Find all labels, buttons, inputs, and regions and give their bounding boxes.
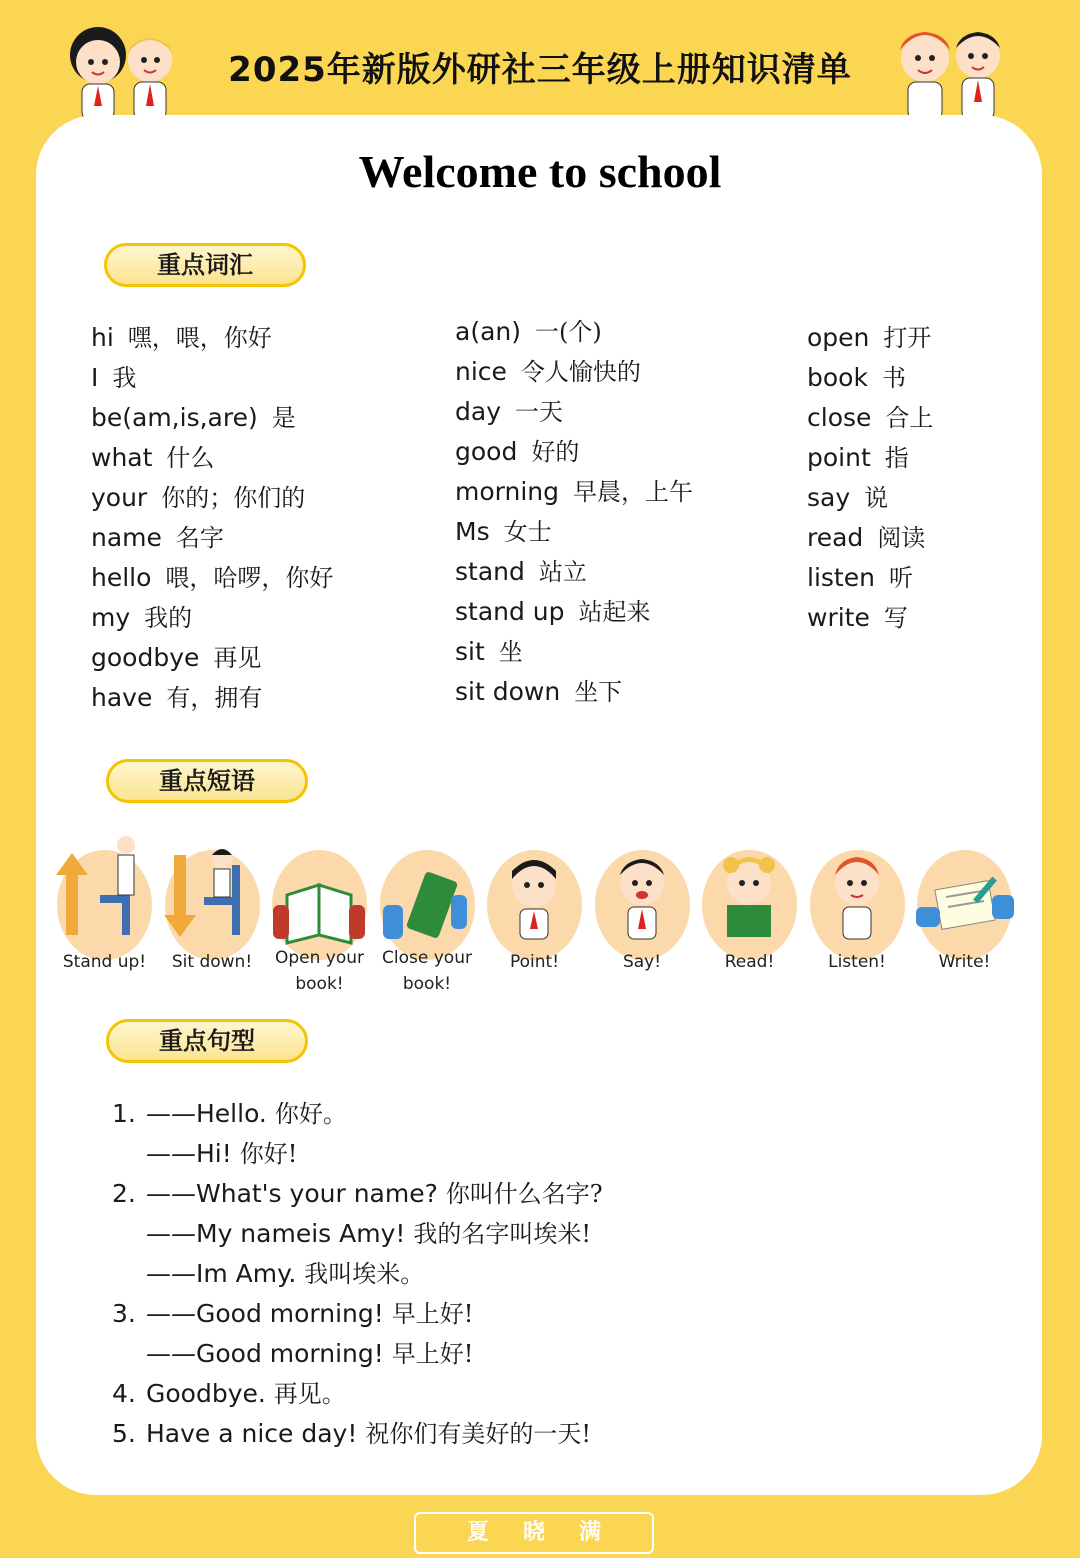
sentence-chinese: 你好。 bbox=[274, 1100, 347, 1128]
vocab-chinese: 是 bbox=[271, 404, 296, 432]
vocab-item bbox=[455, 632, 693, 672]
phrase-card bbox=[590, 835, 695, 1000]
vocab-item bbox=[807, 358, 933, 398]
vocab-english: listen bbox=[807, 563, 875, 592]
vocab-chinese: 喂，哈啰，你好 bbox=[165, 564, 334, 592]
vocab-item bbox=[91, 518, 333, 558]
vocab-item bbox=[807, 398, 933, 438]
phrase-card bbox=[52, 835, 157, 1000]
phrase-label-line1: Close your bbox=[382, 948, 472, 968]
phrase-label-line1: Stand up! bbox=[62, 952, 147, 972]
vocab-english: be(am,is,are) bbox=[91, 403, 258, 432]
vocab-english: close bbox=[807, 403, 872, 432]
vocab-item bbox=[807, 518, 933, 558]
vocab-item bbox=[455, 392, 693, 432]
vocab-chinese: 有，拥有 bbox=[166, 684, 263, 712]
vocab-item bbox=[807, 598, 933, 638]
vocab-item bbox=[91, 678, 333, 718]
sentence-line bbox=[112, 1414, 603, 1454]
phrase-label-line1: Point! bbox=[509, 952, 560, 972]
sentence-number: 3. bbox=[112, 1299, 136, 1328]
vocab-english: open bbox=[807, 323, 870, 352]
vocab-english: hello bbox=[91, 563, 152, 592]
vocab-item bbox=[807, 318, 933, 358]
sentence-number: 4. bbox=[112, 1379, 136, 1408]
phrase-label bbox=[259, 945, 380, 997]
vocab-english: book bbox=[807, 363, 868, 392]
vocab-item bbox=[455, 672, 693, 712]
sentence-number: 2. bbox=[112, 1179, 136, 1208]
vocab-chinese: 听 bbox=[888, 564, 913, 592]
write-icon bbox=[912, 835, 1017, 950]
sit-down-icon bbox=[160, 835, 265, 950]
vocab-chinese: 坐下 bbox=[574, 678, 623, 706]
sentence-chinese: 我叫埃米。 bbox=[304, 1260, 425, 1288]
vocab-column-2 bbox=[455, 312, 693, 712]
vocab-chinese: 好的 bbox=[531, 438, 580, 466]
phrase-label bbox=[367, 945, 488, 997]
vocab-item bbox=[91, 558, 333, 598]
vocab-chinese: 令人愉快的 bbox=[520, 358, 641, 386]
vocab-english: my bbox=[91, 603, 131, 632]
stand-up-icon bbox=[52, 835, 157, 950]
vocab-item bbox=[455, 352, 693, 392]
sentence-chinese: 我的名字叫埃米! bbox=[413, 1220, 592, 1248]
phrase-label-line1: Listen! bbox=[828, 952, 886, 972]
sentence-english: ——Good morning! bbox=[146, 1339, 384, 1368]
vocab-english: Ms bbox=[455, 517, 490, 546]
listen-icon bbox=[805, 835, 910, 950]
sentence-line bbox=[112, 1334, 603, 1374]
sentence-chinese: 早上好! bbox=[391, 1300, 474, 1328]
phrase-label-line1: Open your bbox=[274, 948, 365, 968]
sentence-english: Goodbye. bbox=[146, 1379, 266, 1408]
phrase-card bbox=[697, 835, 802, 1000]
sentence-line bbox=[112, 1294, 603, 1334]
section-label-sentences: 重点句型 bbox=[106, 1019, 308, 1063]
vocab-item bbox=[91, 318, 333, 358]
phrase-label bbox=[474, 949, 595, 975]
phrase-label-line1: Say! bbox=[622, 952, 662, 972]
page-title: Welcome to school bbox=[358, 146, 722, 197]
vocab-english: a(an) bbox=[455, 317, 521, 346]
vocab-item bbox=[807, 438, 933, 478]
vocab-chinese: 我的 bbox=[144, 604, 193, 632]
vocab-english: what bbox=[91, 443, 153, 472]
vocab-english: name bbox=[91, 523, 162, 552]
sentence-chinese: 祝你们有美好的一天! bbox=[365, 1420, 591, 1448]
sentence-line bbox=[112, 1374, 603, 1414]
phrase-label bbox=[152, 949, 273, 975]
vocab-column-1 bbox=[91, 318, 333, 718]
sentence-line bbox=[112, 1254, 603, 1294]
vocab-chinese: 合上 bbox=[885, 404, 934, 432]
sentence-chinese: 早上好! bbox=[391, 1340, 474, 1368]
vocab-english: stand up bbox=[455, 597, 565, 626]
phrase-card bbox=[912, 835, 1017, 1000]
vocab-english: your bbox=[91, 483, 148, 512]
vocab-english: sit bbox=[455, 637, 485, 666]
vocab-chinese: 名字 bbox=[175, 524, 224, 552]
vocab-item bbox=[91, 598, 333, 638]
sentence-english: ——Good morning! bbox=[146, 1299, 384, 1328]
vocab-chinese: 阅读 bbox=[877, 524, 926, 552]
phrase-label bbox=[689, 949, 810, 975]
sentence-chinese: 再见。 bbox=[273, 1380, 346, 1408]
sentence-english: ——My nameis Amy! bbox=[146, 1219, 406, 1248]
read-icon bbox=[697, 835, 802, 950]
sentence-line bbox=[112, 1174, 603, 1214]
vocab-english: write bbox=[807, 603, 870, 632]
vocab-item bbox=[91, 438, 333, 478]
phrase-illustrations bbox=[52, 835, 1022, 1000]
vocab-chinese: 什么 bbox=[166, 444, 215, 472]
vocab-english: have bbox=[91, 683, 153, 712]
vocab-chinese: 你的；你们的 bbox=[161, 484, 306, 512]
sentence-line bbox=[112, 1214, 603, 1254]
sentence-list bbox=[112, 1094, 603, 1454]
vocab-english: nice bbox=[455, 357, 507, 386]
vocab-english: day bbox=[455, 397, 501, 426]
vocab-item bbox=[455, 512, 693, 552]
sentence-english: ——What's your name? bbox=[146, 1179, 438, 1208]
phrase-card bbox=[482, 835, 587, 1000]
vocab-item bbox=[455, 312, 693, 352]
vocab-chinese: 书 bbox=[881, 364, 906, 392]
say-icon bbox=[590, 835, 695, 950]
vocab-english: point bbox=[807, 443, 871, 472]
vocab-item bbox=[91, 398, 333, 438]
phrase-card bbox=[375, 835, 480, 1000]
vocab-english: hi bbox=[91, 323, 114, 352]
sentence-english: ——Hello. bbox=[146, 1099, 267, 1128]
point-icon bbox=[482, 835, 587, 950]
open-book-icon bbox=[267, 835, 372, 950]
vocab-chinese: 嘿，喂，你好 bbox=[127, 324, 272, 352]
phrase-label bbox=[44, 949, 165, 975]
vocab-english: morning bbox=[455, 477, 559, 506]
vocab-item bbox=[807, 478, 933, 518]
vocab-chinese: 一(个) bbox=[535, 318, 602, 346]
phrase-label bbox=[582, 949, 703, 975]
vocab-english: sit down bbox=[455, 677, 561, 706]
vocab-chinese: 站起来 bbox=[578, 598, 651, 626]
vocab-item bbox=[455, 472, 693, 512]
phrase-card bbox=[160, 835, 265, 1000]
vocab-chinese: 指 bbox=[884, 444, 909, 472]
vocab-chinese: 说 bbox=[864, 484, 889, 512]
footer-author: 夏晓满 bbox=[414, 1512, 654, 1554]
vocab-english: I bbox=[91, 363, 99, 392]
phrase-label-line2: book! bbox=[295, 974, 344, 994]
vocab-item bbox=[807, 558, 933, 598]
sentence-english: Have a nice day! bbox=[146, 1419, 358, 1448]
phrase-label bbox=[904, 949, 1025, 975]
vocab-item bbox=[91, 358, 333, 398]
vocab-item bbox=[91, 478, 333, 518]
vocab-chinese: 女士 bbox=[503, 518, 552, 546]
sentence-number: 1. bbox=[112, 1099, 136, 1128]
phrase-label-line2: book! bbox=[402, 974, 452, 994]
phrase-card bbox=[267, 835, 372, 1000]
sentence-number: 5. bbox=[112, 1419, 136, 1448]
vocab-chinese: 早晨，上午 bbox=[573, 478, 693, 506]
vocab-english: stand bbox=[455, 557, 525, 586]
vocab-chinese: 坐 bbox=[498, 638, 523, 666]
sentence-english: ——Hi! bbox=[146, 1139, 232, 1168]
vocab-chinese: 一天 bbox=[514, 398, 563, 426]
vocab-chinese: 写 bbox=[883, 604, 908, 632]
sentence-line bbox=[112, 1094, 603, 1134]
sentence-chinese: 你好! bbox=[239, 1140, 298, 1168]
sentence-line bbox=[112, 1134, 603, 1174]
phrase-label-line1: Read! bbox=[724, 952, 775, 972]
vocab-chinese: 站立 bbox=[538, 558, 587, 586]
phrase-label-line1: Sit down! bbox=[171, 952, 253, 972]
vocab-column-3 bbox=[807, 318, 933, 638]
header-title: 2025年新版外研社三年级上册知识清单 bbox=[228, 50, 852, 90]
phrase-label-line1: Write! bbox=[938, 952, 991, 972]
vocab-english: goodbye bbox=[91, 643, 200, 672]
vocab-chinese: 我 bbox=[112, 364, 137, 392]
vocab-item bbox=[91, 638, 333, 678]
vocab-item bbox=[455, 592, 693, 632]
sentence-english: ——Im Amy. bbox=[146, 1259, 297, 1288]
phrase-label bbox=[797, 949, 918, 975]
vocab-chinese: 再见 bbox=[213, 644, 262, 672]
section-label-phrases: 重点短语 bbox=[106, 759, 308, 803]
phrase-card bbox=[805, 835, 910, 1000]
vocab-english: read bbox=[807, 523, 864, 552]
vocab-item bbox=[455, 552, 693, 592]
vocab-item bbox=[455, 432, 693, 472]
close-book-icon bbox=[375, 835, 480, 950]
section-label-vocab: 重点词汇 bbox=[104, 243, 306, 287]
vocab-english: good bbox=[455, 437, 518, 466]
vocab-english: say bbox=[807, 483, 851, 512]
sentence-chinese: 你叫什么名字? bbox=[445, 1180, 603, 1208]
vocab-chinese: 打开 bbox=[883, 324, 932, 352]
